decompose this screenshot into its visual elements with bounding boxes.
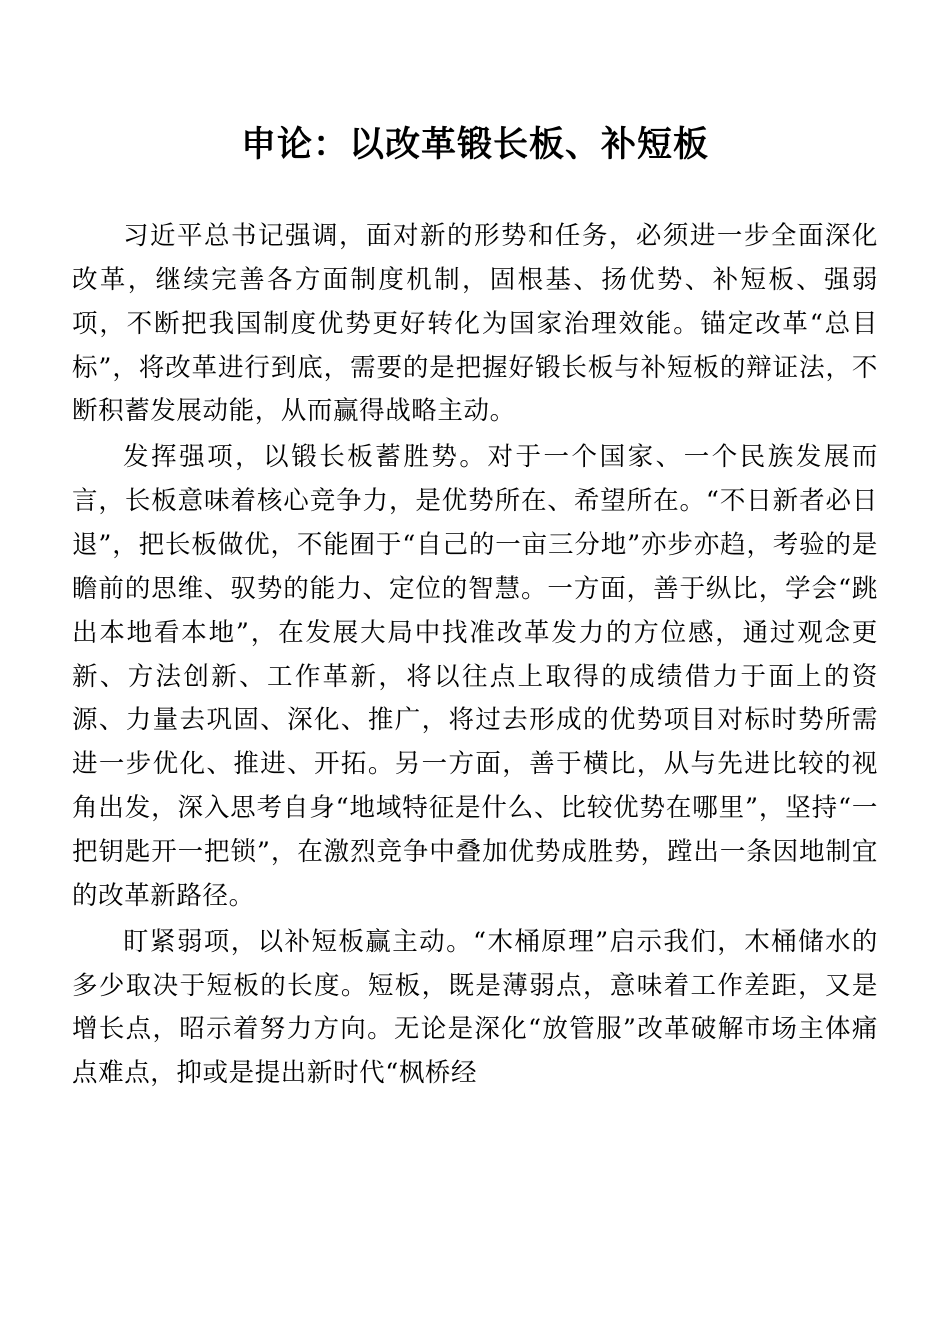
document-body: [72, 215, 878, 1096]
page-title: 申论：以改革锻长板、补短板: [240, 124, 709, 165]
paragraph: 习近平总书记强调，面对新的形势和任务，必须进一步全面深化改革，继续完善各方面制度机制，固根基、扬优势、补短板、强弱项，不断把我国制度优势更好转化为国家治理效能。锚定改革“总目标”，将改革进行到底，需要的是把握好锻长板与补短板的辩证法，不断积蓄发展动能，从而赢得战略主动。: [72, 221, 878, 427]
paragraph: 盯紧弱项，以补短板赢主动。“木桶原理”启示我们，木桶储水的多少取决于短板的长度。短板，既是薄弱点，意味着工作差距，又是增长点，昭示着努力方向。无论是深化“放管服”改革破解市场主体痛点难点，抑或是提出新时代“枫桥经: [72, 926, 878, 1089]
paragraph: 发挥强项，以锻长板蓄胜势。对于一个国家、一个民族发展而言，长板意味着核心竞争力，是优势所在、希望所在。“不日新者必日退”，把长板做优，不能囿于“自己的一亩三分地”亦步亦趋，考验的是瞻前的思维、驭势的能力、定位的智慧。一方面，善于纵比，学会“跳出本地看本地”，在发展大局中找准改革发力的方位感，通过观念更新、方法创新、工作革新，将以往点上取得的成绩借力于面上的资源、力量去巩固、深化、推广，将过去形成的优势项目对标时势所需进一步优化、推进、开拓。另一方面，善于横比，从与先进比较的视角出发，深入思考自身“地域特征是什么、比较优势在哪里”，坚持“一把钥匙开一把锁”，在激烈竞争中叠加优势成胜势，蹚出一条因地制宜的改革新路径。: [72, 442, 878, 911]
